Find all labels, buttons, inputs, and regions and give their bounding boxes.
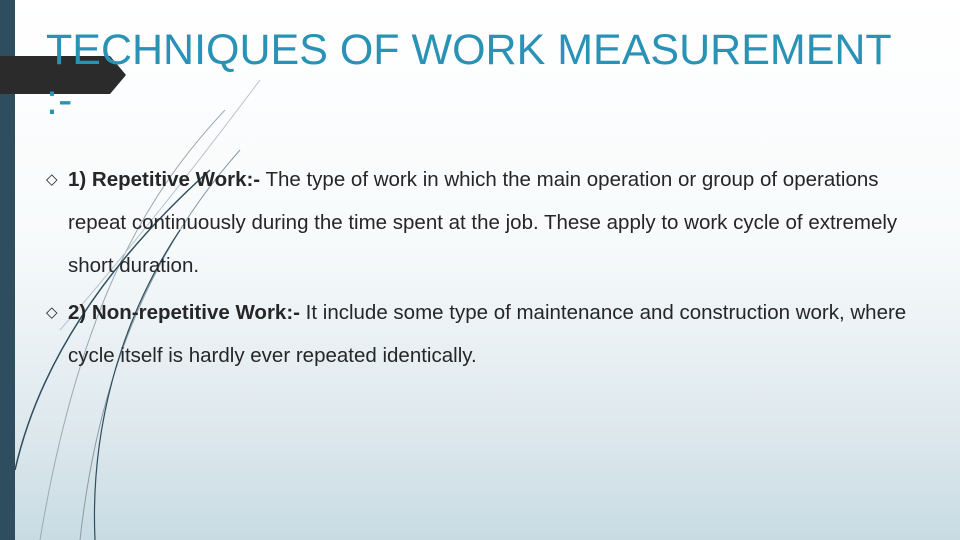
bullet-label: 2) Non-repetitive Work:- [68,301,300,324]
slide-title-line-1: TECHNIQUES OF WORK MEASUREMENT [46,26,892,74]
bullet-text [68,291,926,377]
bullet-body: It include some type of maintenance and construction work, where cycle itself is hardly ever repeated identically. [68,301,907,367]
bullet-item-repetitive-work [46,158,926,287]
bullet-item-non-repetitive-work [46,291,926,377]
bullet-label: 1) Repetitive Work:- [68,168,261,191]
bullet-list [46,158,926,381]
diamond-bullet-icon: ◇ [46,304,58,321]
slide-title [46,25,946,125]
diamond-bullet-icon: ◇ [46,171,58,188]
bullet-text [68,158,926,287]
slide-title-line-2: :- [46,76,73,124]
bullet-body: The type of work in which the main operation or group of operations repeat continuously during the time spent at the job. These apply to work cycle of extremely short duration. [68,168,898,277]
